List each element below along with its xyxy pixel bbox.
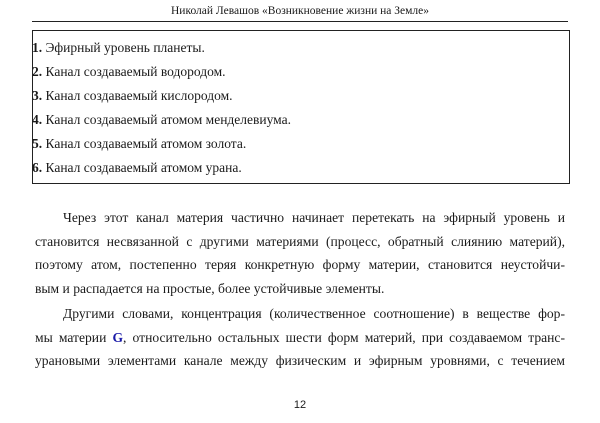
paragraph-line: Другими словами, концентрация (количественное соотношение) в веществе фор- (63, 306, 565, 321)
page-number: 12 (293, 399, 307, 411)
list-item-text: Канал создаваемый водородом. (42, 64, 226, 79)
list-item-text: Канал создаваемый атомом менделевиума. (42, 112, 291, 127)
list-item (32, 160, 242, 176)
list-item (32, 136, 246, 152)
list-item (32, 40, 205, 56)
list-item-number: 1. (32, 40, 43, 55)
list-item-number: 2. (32, 64, 43, 79)
matter-form-letter: G (112, 329, 124, 345)
list-item (32, 88, 233, 104)
body-paragraph-2 (35, 302, 565, 373)
list-item-text: Канал создаваемый атомом урана. (42, 160, 242, 175)
list-item-number: 6. (32, 160, 43, 175)
list-item-number: 4. (32, 112, 43, 127)
list-item-text: Эфирный уровень планеты. (42, 40, 205, 55)
line-text: мы материи (35, 329, 113, 345)
paragraph-line: урановыми элементами канале между физическим и эфирным уровнями, с течением (35, 353, 565, 368)
list-item-text: Канал создаваемый атомом золота. (42, 136, 247, 151)
list-item-number: 5. (32, 136, 43, 151)
paragraph-line: вым и распадается на простые, более устойчивые элементы. (35, 280, 385, 296)
line-text: , относительно остальных шести форм материй, при создаваемом транс- (123, 329, 565, 345)
paragraph-line: становится несвязанной с другими материями (процесс, обратный слиянию материй), (35, 233, 565, 249)
header-divider (32, 21, 568, 22)
list-item-text: Канал создаваемый кислородом. (42, 88, 233, 103)
paragraph-line: Через этот канал материя частично начинает перетекать на эфирный уровень и (63, 210, 565, 225)
body-paragraph-1 (35, 206, 565, 300)
running-header: Николай Левашов «Возникновение жизни на Земле» (170, 5, 429, 17)
list-item-number: 3. (32, 88, 43, 103)
paragraph-line: поэтому атом, постепенно теряя конкретную форму материи, становится неустойчи- (35, 257, 565, 272)
paragraph-line (35, 326, 565, 350)
list-item (32, 112, 291, 128)
list-item (32, 64, 226, 80)
